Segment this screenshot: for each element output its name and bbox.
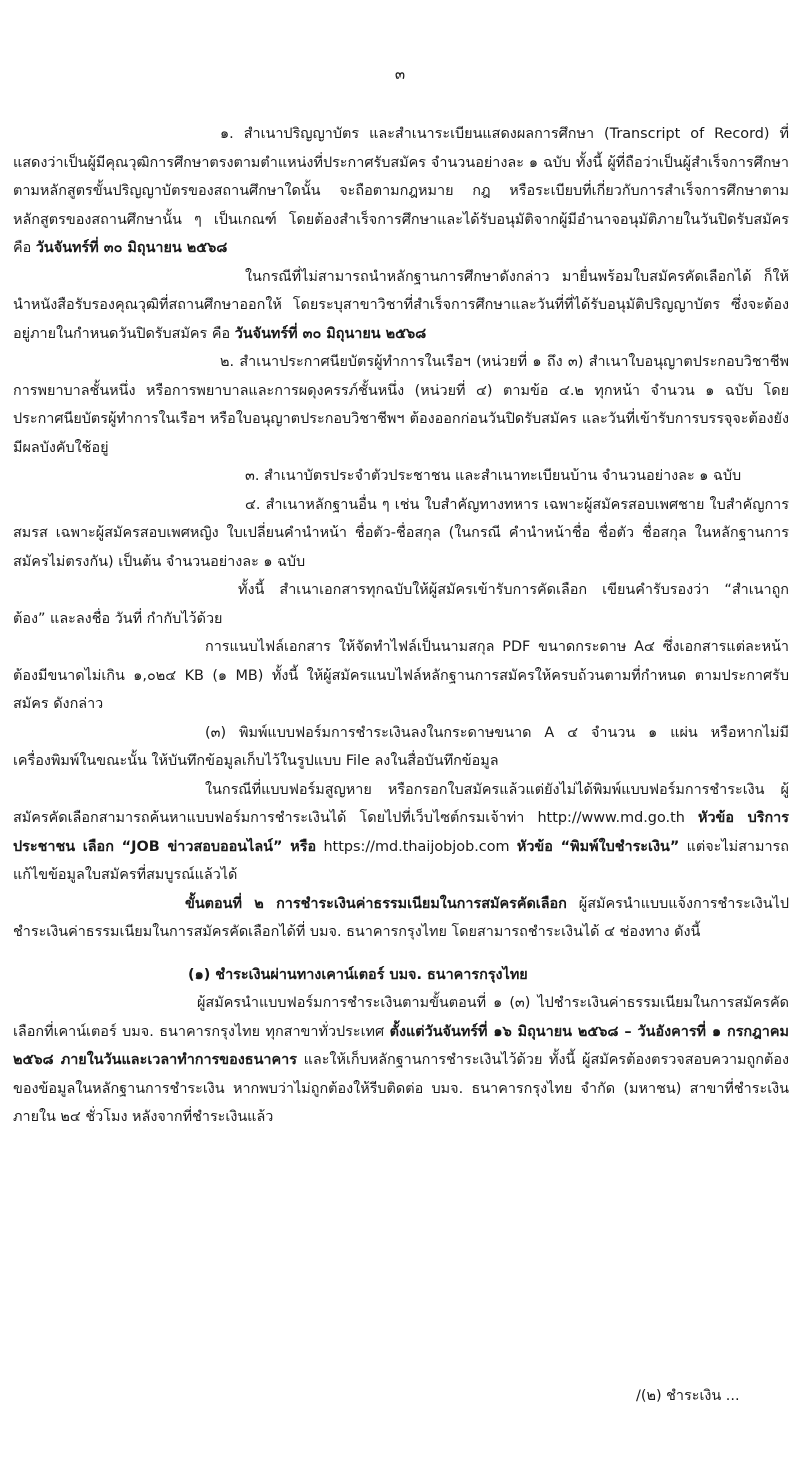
page-number: ๓ [394, 65, 406, 83]
paragraph-lost-form [13, 776, 789, 890]
paragraph-text: ในกรณีที่ไม่สามารถนำหลักฐานการศึกษาดังกล่าว มายื่นพร้อมใบสมัครคัดเลือกได้ ก็ให้นำหนังสือรับรองคุณวุฒิที่สถานศึกษาออกให้ โดยระบุสาขาวิชาที่สำเร็จการศึกษาและวันที่ที่ได้รับอนุมัติปริญญาบัตร ซึ่งจะต้องอยู่ภายในกำหนดวันปิดรับสมัคร คือ [13, 268, 789, 342]
paragraph-print-payment-form: (๓) พิมพ์แบบฟอร์มการชำระเงินลงในกระดาษขนาด A ๔ จำนวน ๑ แผ่น หรือหากไม่มีเครื่องพิมพ์ในขณะนั้น ให้บันทึกข้อมูลเก็บไว้ในรูปแบบ File ลงในสื่อบันทึกข้อมูล [13, 724, 789, 769]
paragraph-text: และให้เก็บหลักฐานการชำระเงินไว้ด้วย ทั้งนี้ ผู้สมัครต้องตรวจสอบความถูกต้องของข้อมูลในหลักฐานการชำระเงิน หากพบว่าไม่ถูกต้องให้รีบติดต่อ บมจ. ธนาคารกรุงไทย จำกัด (มหาชน) สาขาที่ชำระเงินภายใน ๒๔ ชั่วโมง หลังจากที่ชำระเงินแล้ว [13, 1052, 789, 1125]
deadline-date: วันจันทร์ที่ ๓๐ มิถุนายน ๒๕๖๘ [234, 325, 427, 342]
deadline-date: วันจันทร์ที่ ๓๐ มิถุนายน ๒๕๖๘ [35, 240, 228, 256]
website-url: https://md.thaijobjob.com [316, 838, 517, 855]
website-menu-path: หัวข้อ บริการประชาชน เลือก “JOB ข่าวสอบออนไลน์” หรือ [13, 810, 789, 855]
paragraph-counter-payment [13, 989, 789, 1132]
paragraph-other-documents: ๔. สำเนาหลักฐานอื่น ๆ เช่น ใบสำคัญทางทหาร เฉพาะผู้สมัครสอบเพศชาย ใบสำคัญการสมรส เฉพาะผู้สมัครสอบเพศหญิง ใบเปลี่ยนคำนำหน้า ชื่อตัว-ชื่อสกุล (ในกรณี คำนำหน้าชื่อ ชื่อตัว ชื่อสกุล ในหลักฐานการสมัครไม่ตรงกัน) เป็นต้น จำนวนอย่างละ ๑ ฉบับ [13, 496, 789, 570]
paragraph-id-card-copy: ๓. สำเนาบัตรประจำตัวประชาชน และสำเนาทะเบียนบ้าน จำนวนอย่างละ ๑ ฉบับ [245, 468, 742, 484]
paragraph-certify-copies: ทั้งนี้ สำเนาเอกสารทุกฉบับให้ผู้สมัครเข้ารับการคัดเลือก เขียนคำรับรองว่า “สำเนาถูกต้อง” และลงชื่อ วันที่ กำกับไว้ด้วย [13, 582, 789, 627]
paragraph-step-2 [13, 890, 789, 947]
print-payment-menu: หัวข้อ “พิมพ์ใบชำระเงิน” [516, 838, 680, 855]
document-body [13, 120, 789, 1132]
paragraph-file-attachment: การแนบไฟล์เอกสาร ให้จัดทำไฟล์เป็นนามสกุล PDF ขนาดกระดาษ A๔ ซึ่งเอกสารแต่ละหน้าต้องมีขนาดไม่เกิน ๑,๐๒๔ KB (๑ MB) ทั้งนี้ ให้ผู้สมัครแนบไฟล์หลักฐานการสมัครให้ครบถ้วนตามที่กำหนด ตามประกาศรับสมัคร ดังกล่าว [13, 639, 789, 712]
section-heading-counter-payment [13, 947, 789, 990]
paragraph-degree-copy [13, 120, 789, 263]
step-2-title: ขั้นตอนที่ ๒ การชำระเงินค่าธรรมเนียมในการสมัครคัดเลือก [185, 895, 567, 912]
payment-period: ตั้งแต่วันจันทร์ที่ ๑๖ มิถุนายน ๒๕๖๘ – วันอังคารที่ ๑ กรกฎาคม ๒๕๖๘ ภายในวันและเวลาทำการของธนาคาร [13, 1023, 789, 1068]
paragraph-license-copy: ๒. สำเนาประกาศนียบัตรผู้ทำการในเรือฯ (หน่วยที่ ๑ ถึง ๓) สำเนาใบอนุญาตประกอบวิชาชีพการพยาบาลชั้นหนึ่ง หรือการพยาบาลและการผดุงครรภ์ชั้นหนึ่ง (หน่วยที่ ๔) ตามข้อ ๔.๒ ทุกหน้า จำนวน ๑ ฉบับ โดยประกาศนียบัตรผู้ทำการในเรือฯ หรือใบอนุญาตประกอบวิชาชีพฯ ต้องออกก่อนวันปิดรับสมัคร และวันที่เข้ารับการบรรจุจะต้องยังมีผลบังคับใช้อยู่ [13, 354, 789, 456]
continuation-footer: /(๒) ชำระเงิน ... [636, 1388, 740, 1404]
section-heading-text: (๑) ชำระเงินผ่านทางเคาน์เตอร์ บมจ. ธนาคารกรุงไทย [188, 966, 528, 983]
paragraph-text: ๑. สำเนาปริญญาบัตร และสำเนาระเบียนแสดงผลการศึกษา (Transcript of Record) ที่แสดงว่าเป็นผู้มีคุณวุฒิการศึกษาตรงตามตำแหน่งที่ประกาศรับสมัคร จำนวนอย่างละ ๑ ฉบับ ทั้งนี้ ผู้ที่ถือว่าเป็นผู้สำเร็จการศึกษาตามหลักสูตรขั้นปริญญาบัตรของสถานศึกษาใดนั้น จะถือตามกฎหมาย กฎ หรือระเบียบที่เกี่ยวกับการสำเร็จการศึกษาตามหลักสูตรของสถานศึกษานั้น ๆ เป็นเกณฑ์ โดยต้องสำเร็จการศึกษาและได้รับอนุมัติจากผู้มีอำนาจอนุมัติภายในวันปิดรับสมัคร คือ [13, 126, 789, 256]
paragraph-text: ผู้สมัครนำแบบแจ้งการชำระเงินไปชำระเงินค่าธรรมเนียมในการสมัครคัดเลือกได้ที่ บมจ. ธนาคารกรุงไทย โดยสามารถชำระเงินได้ ๔ ช่องทาง ดังนี้ [13, 895, 789, 940]
paragraph-text: ผู้สมัครนำแบบฟอร์มการชำระเงินตามขั้นตอนที่ ๑ (๓) ไปชำระเงินค่าธรรมเนียมในการสมัครคัดเลือกที่เคาน์เตอร์ บมจ. ธนาคารกรุงไทย ทุกสาขาทั่วประเทศ [13, 995, 789, 1040]
paragraph-certificate-alternative [13, 263, 789, 349]
paragraph-text: แต่จะไม่สามารถแก้ไขข้อมูลใบสมัครที่สมบูรณ์แล้วได้ [13, 838, 789, 883]
paragraph-text: ในกรณีที่แบบฟอร์มสูญหาย หรือกรอกใบสมัครแล้วแต่ยังไม่ได้พิมพ์แบบฟอร์มการชำระเงิน ผู้สมัครคัดเลือกสามารถค้นหาแบบฟอร์มการชำระเงินได้ โดยไปที่เว็บไซต์กรมเจ้าท่า http://www.md.go.th [13, 781, 789, 826]
